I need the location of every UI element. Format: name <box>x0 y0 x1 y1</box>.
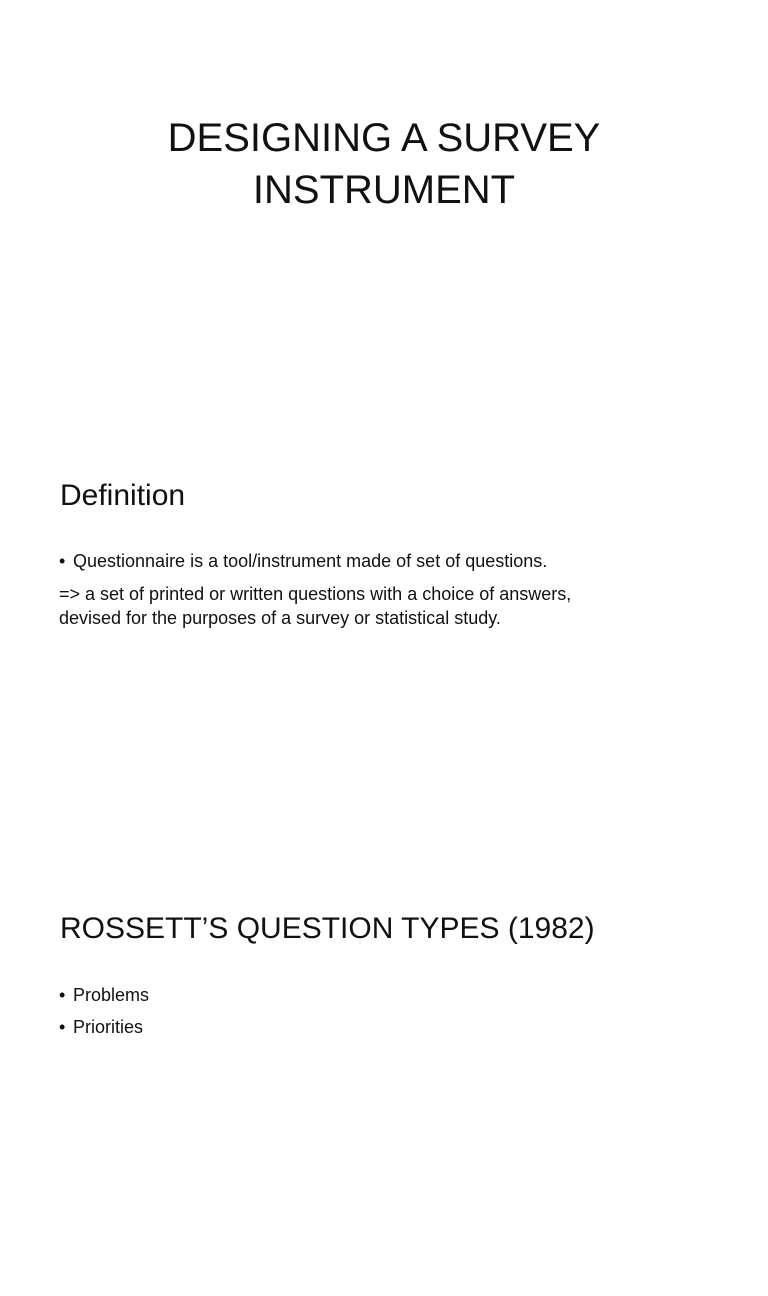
slide-definition <box>0 432 768 864</box>
bullet-dot-icon: • <box>59 1017 66 1037</box>
slide-title <box>0 0 768 432</box>
list-item <box>59 1015 719 1039</box>
bullet-dot-icon: • <box>59 551 66 571</box>
list-item <box>59 983 719 1007</box>
definition-paragraph-line-2: devised for the purposes of a survey or statistical study. <box>59 608 501 628</box>
title-line-1: DESIGNING A SURVEY <box>167 116 601 160</box>
list-item-text: Priorities <box>73 1017 144 1037</box>
title-line-2: INSTRUMENT <box>252 168 516 212</box>
definition-paragraph-line-1: => a set of printed or written questions with a choice of answers, <box>59 584 572 604</box>
definition-bullet <box>59 549 719 573</box>
question-types-heading: ROSSETT’S QUESTION TYPES (1982) <box>60 912 595 945</box>
slide-title-heading <box>0 112 768 216</box>
definition-heading: Definition <box>60 479 186 512</box>
bullet-dot-icon: • <box>59 985 66 1005</box>
definition-bullet-text: Questionnaire is a tool/instrument made of set of questions. <box>73 551 548 571</box>
list-item-text: Problems <box>73 985 150 1005</box>
slide-question-types <box>0 864 768 1296</box>
definition-paragraph <box>59 582 719 630</box>
